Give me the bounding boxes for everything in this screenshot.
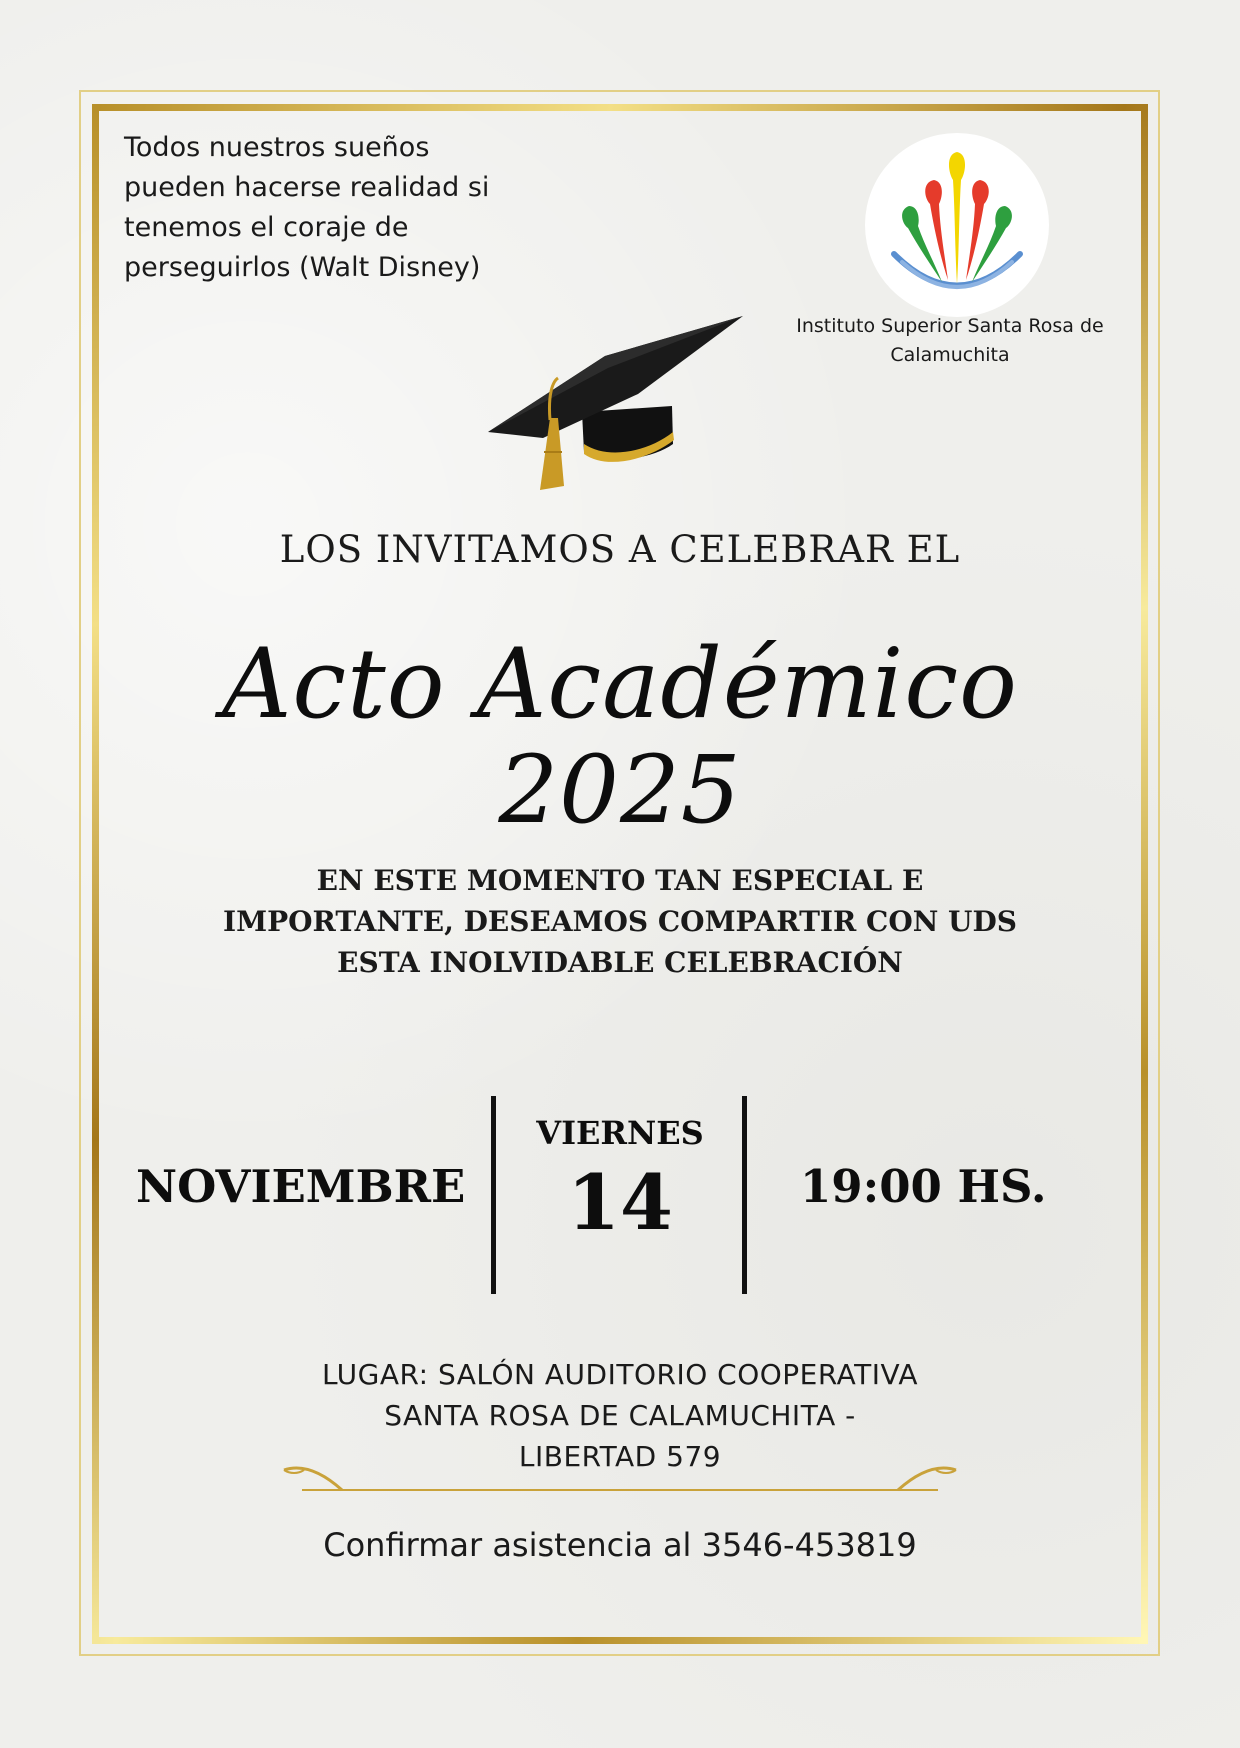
quote-line: tenemos el coraje de xyxy=(124,212,409,243)
institute-logo-icon xyxy=(864,132,1050,318)
date-divider xyxy=(491,1096,496,1294)
event-weekday: VIERNES xyxy=(536,1114,704,1152)
graduation-cap-icon xyxy=(488,312,744,518)
institute-name-line: Instituto Superior Santa Rosa de xyxy=(796,315,1104,337)
quote-line: pueden hacerse realidad si xyxy=(124,172,490,203)
event-time: 19:00 HS. xyxy=(800,1160,1047,1213)
venue-line: LIBERTAD 579 xyxy=(518,1440,722,1473)
quote-text xyxy=(124,128,544,288)
message-text xyxy=(200,860,1040,983)
message-line: ESTA INOLVIDABLE CELEBRACIÓN xyxy=(337,946,903,979)
institute-name xyxy=(780,312,1120,370)
venue-text xyxy=(230,1354,1010,1477)
message-line: EN ESTE MOMENTO TAN ESPECIAL E xyxy=(316,864,924,897)
event-month: NOVIEMBRE xyxy=(136,1160,466,1213)
message-line: IMPORTANTE, DESEAMOS COMPARTIR CON UDS xyxy=(223,905,1017,938)
gold-flourish-divider xyxy=(282,1460,958,1500)
event-day: 14 xyxy=(567,1158,673,1247)
institute-name-line: Calamuchita xyxy=(890,344,1010,366)
quote-line: perseguirlos (Walt Disney) xyxy=(124,252,481,283)
quote-line: Todos nuestros sueños xyxy=(124,132,430,163)
event-year: 2025 xyxy=(498,736,742,845)
venue-line: SANTA ROSA DE CALAMUCHITA - xyxy=(384,1399,856,1432)
invite-line: LOS INVITAMOS A CELEBRAR EL xyxy=(279,528,961,571)
venue-line: LUGAR: SALÓN AUDITORIO COOPERATIVA xyxy=(321,1358,919,1391)
rsvp-text: Confirmar asistencia al 3546-453819 xyxy=(323,1526,917,1564)
event-title: Acto Académico xyxy=(222,628,1018,740)
date-divider xyxy=(742,1096,747,1294)
